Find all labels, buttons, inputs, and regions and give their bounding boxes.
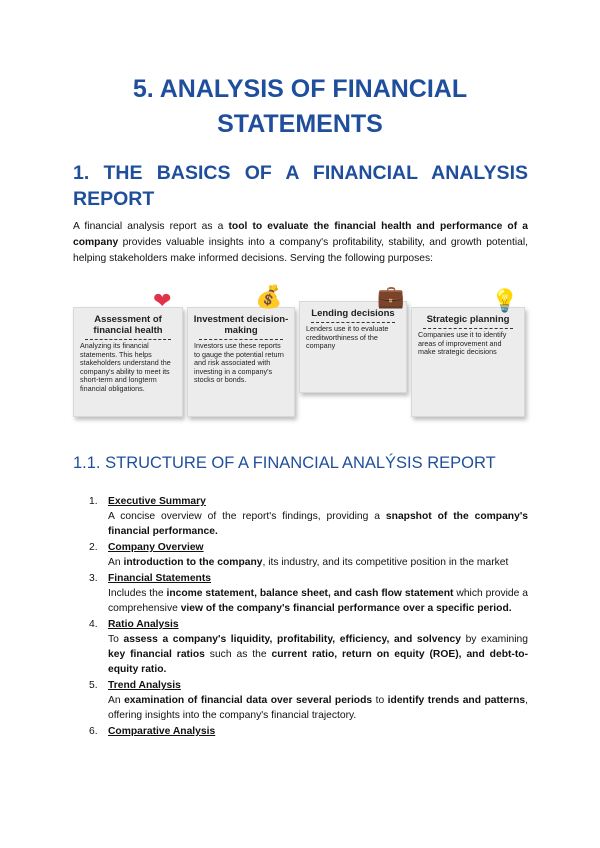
list-item-title: Company Overview bbox=[108, 542, 204, 553]
heart-pulse-icon: ❤ bbox=[153, 288, 172, 313]
card-title: Investment decision-making bbox=[193, 314, 289, 336]
card-body: Analyzing its financial statements. This helps stakeholders understand the company's ability to meet its short-term and longterm financial obligations. bbox=[80, 341, 171, 393]
list-item bbox=[73, 540, 528, 570]
list-number: 1. bbox=[89, 496, 98, 507]
body-text-run: such as the bbox=[204, 649, 272, 660]
list-number: 6. bbox=[89, 726, 98, 737]
list-item-body bbox=[108, 555, 528, 570]
card-body: Lenders use it to evaluate creditworthiness of the company bbox=[306, 324, 389, 351]
list-item bbox=[73, 494, 528, 539]
strategy-icon: 💡 bbox=[491, 288, 519, 313]
body-text-run: identify trends and patterns bbox=[387, 695, 526, 706]
body-text-run: , its industry, and its competitive position in the market bbox=[262, 557, 509, 568]
section-heading: 1. THE BASICS OF A FINANCIAL ANALYSIS REPORT bbox=[73, 162, 528, 210]
intro-text-run: provides valuable insights into a company's profitability, stability, and growth potential, helping stakeholders make informed decisions. Serving the following purposes: bbox=[73, 237, 528, 264]
body-text-run: introduction to the company bbox=[123, 557, 263, 568]
list-item bbox=[73, 678, 528, 723]
body-text-run: snapshot of the company's financial performance. bbox=[108, 511, 528, 537]
body-text-run: to bbox=[372, 695, 388, 706]
card-body: Investors use these reports to gauge the potential return and risk associated with investing in a company's stocks or bonds. bbox=[194, 341, 284, 385]
card-body: Companies use it to identify areas of improvement and make strategic decisions bbox=[418, 330, 507, 357]
purpose-cards bbox=[73, 284, 528, 424]
list-item bbox=[73, 724, 528, 739]
structure-list bbox=[73, 494, 528, 740]
list-item-title: Ratio Analysis bbox=[108, 619, 179, 630]
body-text-run: key financial ratios bbox=[108, 649, 205, 660]
divider bbox=[311, 322, 396, 323]
divider bbox=[423, 328, 513, 329]
card-title: Assessment of financial health bbox=[93, 314, 163, 336]
list-item-title: Executive Summary bbox=[108, 496, 206, 507]
list-item-body bbox=[108, 632, 528, 677]
subsection-heading: 1.1. STRUCTURE OF A FINANCIAL ANALÝSIS REPORT bbox=[73, 454, 496, 472]
list-number: 5. bbox=[89, 680, 98, 691]
money-bag-icon: 💼 bbox=[377, 284, 405, 309]
list-item-title: Financial Statements bbox=[108, 573, 211, 584]
divider bbox=[85, 339, 171, 340]
intro-text-run: tool to evaluate the financial health and performance of a company bbox=[73, 221, 528, 248]
body-text-run: which provide a comprehensive bbox=[108, 588, 529, 614]
body-text-run: An bbox=[108, 557, 124, 568]
body-text-run: A concise overview of the report's findings, providing a bbox=[108, 511, 386, 522]
intro-text-run: A financial analysis report as a bbox=[73, 221, 229, 232]
list-item-title: Comparative Analysis bbox=[108, 726, 216, 737]
page-title: 5. ANALYSIS OF FINANCIAL STATEMENTS bbox=[132, 75, 468, 138]
body-text-run: An bbox=[108, 695, 125, 706]
card-investment bbox=[187, 307, 295, 417]
body-text-run: current ratio, return on equity (ROE), and debt-to-equity ratio. bbox=[108, 649, 528, 675]
list-item-body bbox=[108, 509, 528, 539]
divider bbox=[199, 339, 284, 340]
body-text-run: assess a company's liquidity, profitability, efficiency, and solvency bbox=[123, 634, 461, 645]
card-assessment bbox=[73, 307, 183, 417]
body-text-run: Includes the bbox=[108, 588, 167, 599]
body-text-run: income statement, balance sheet, and cash flow statement bbox=[166, 588, 454, 599]
list-item-body bbox=[108, 693, 528, 723]
list-item bbox=[73, 617, 528, 677]
card-lending bbox=[299, 301, 407, 393]
list-item-title: Trend Analysis bbox=[108, 680, 181, 691]
list-number: 4. bbox=[89, 619, 98, 630]
body-text-run: view of the company's financial performance over a specific period. bbox=[180, 603, 512, 614]
intro-paragraph bbox=[73, 219, 528, 267]
card-title: Lending decisions bbox=[311, 308, 395, 319]
body-text-run: by examining bbox=[460, 634, 528, 645]
list-number: 2. bbox=[89, 542, 98, 553]
body-text-run: , offering insights into the company's financial trajectory. bbox=[108, 695, 528, 721]
body-text-run: examination of financial data over several periods bbox=[124, 695, 373, 706]
card-strategic bbox=[411, 307, 525, 417]
list-item bbox=[73, 571, 528, 616]
list-item-body bbox=[108, 586, 528, 616]
investment-icon: 💰 bbox=[255, 284, 283, 309]
card-title: Strategic planning bbox=[426, 314, 510, 325]
list-number: 3. bbox=[89, 573, 98, 584]
body-text-run: To bbox=[108, 634, 124, 645]
